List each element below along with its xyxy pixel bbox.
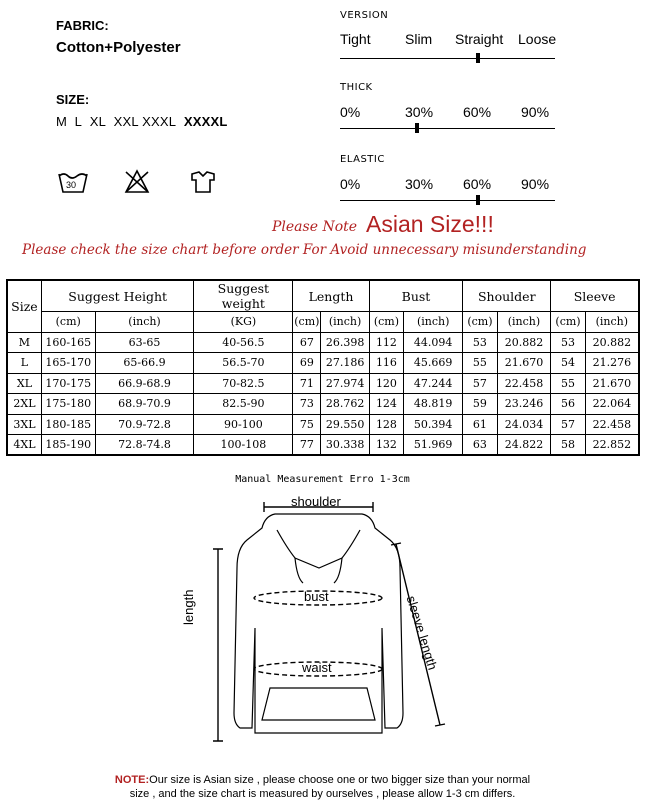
col-length: Length (293, 280, 369, 312)
table-cell: 40-56.5 (194, 332, 293, 353)
table-cell: 53 (463, 332, 497, 353)
table-cell: 112 (369, 332, 403, 353)
unit-cell: (cm) (463, 312, 497, 333)
iron-icon (192, 172, 214, 192)
table-cell: 77 (293, 435, 321, 456)
size-cell: 2XL (7, 394, 41, 415)
table-row (7, 353, 639, 374)
unit-cell: (cm) (41, 312, 95, 333)
table-cell: 30.338 (321, 435, 369, 456)
size-list (56, 114, 227, 129)
table-cell: 48.819 (404, 394, 463, 415)
table-cell: 128 (369, 414, 403, 435)
note-label: NOTE: (114, 774, 150, 786)
table-cell: 67 (293, 332, 321, 353)
length-measure (213, 549, 223, 741)
size-xxxxl: XXXXL (183, 114, 228, 129)
elastic-scale-line (340, 200, 555, 201)
table-cell: 70.9-72.8 (95, 414, 194, 435)
col-sleeve: Sleeve (551, 280, 639, 312)
table-cell: 51.969 (404, 435, 463, 456)
size-m: M (56, 114, 68, 129)
table-cell: 58 (551, 435, 585, 456)
table-cell: 75 (293, 414, 321, 435)
unit-cell: (inch) (497, 312, 551, 333)
footer-note (0, 773, 645, 801)
table-row (7, 414, 639, 435)
table-cell: 20.882 (585, 332, 639, 353)
table-cell: 124 (369, 394, 403, 415)
thick-marker (415, 123, 419, 133)
elastic-option-0: 0% (340, 176, 361, 192)
table-cell: 65-66.9 (95, 353, 194, 374)
table-cell: 61 (463, 414, 497, 435)
size-chart-table (6, 279, 640, 456)
size-xxxl: XXXL (142, 114, 177, 129)
table-cell: 55 (551, 373, 585, 394)
table-cell: 55 (463, 353, 497, 374)
table-cell: 22.458 (497, 373, 551, 394)
version-option-slim: Slim (405, 31, 433, 47)
table-cell: 22.458 (585, 414, 639, 435)
table-cell: 54 (551, 353, 585, 374)
table-cell: 24.034 (497, 414, 551, 435)
table-cell: 120 (369, 373, 403, 394)
diagram-caption: Manual Measurement Erro 1-3cm (235, 474, 410, 485)
table-cell: 70-82.5 (194, 373, 293, 394)
table-row (7, 332, 639, 353)
sleeve-label: sleeve length (403, 594, 441, 672)
col-size: Size (7, 280, 41, 332)
unit-cell: (KG) (194, 312, 293, 333)
table-cell: 82.5-90 (194, 394, 293, 415)
unit-cell: (cm) (551, 312, 585, 333)
table-cell: 66.9-68.9 (95, 373, 194, 394)
table-cell: 132 (369, 435, 403, 456)
table-cell: 57 (551, 414, 585, 435)
please-note: Please Note (272, 219, 358, 235)
unit-cell: (cm) (293, 312, 321, 333)
table-cell: 180-185 (41, 414, 95, 435)
table-cell: 47.244 (404, 373, 463, 394)
table-cell: 90-100 (194, 414, 293, 435)
thick-scale-line (340, 128, 555, 129)
table-row (7, 435, 639, 456)
elastic-option-60: 60% (463, 176, 492, 192)
note-text-2: size , and the size chart is measured by ourselves , please allow 1-3 cm differs. (129, 788, 516, 800)
table-cell: 22.852 (585, 435, 639, 456)
table-cell: 63 (463, 435, 497, 456)
table-cell: 50.394 (404, 414, 463, 435)
table-cell: 56 (551, 394, 585, 415)
table-cell: 71 (293, 373, 321, 394)
size-l: L (74, 114, 83, 129)
col-height: Suggest Height (41, 280, 194, 312)
table-cell: 27.974 (321, 373, 369, 394)
thick-option-30: 30% (405, 104, 434, 120)
table-cell: 53 (551, 332, 585, 353)
version-option-tight: Tight (340, 31, 371, 47)
table-cell: 170-175 (41, 373, 95, 394)
unit-cell: (inch) (95, 312, 194, 333)
bust-label: bust (304, 589, 329, 604)
table-header-units (7, 312, 639, 333)
table-cell: 73 (293, 394, 321, 415)
table-cell: 44.094 (404, 332, 463, 353)
table-cell: 63-65 (95, 332, 194, 353)
thick-option-90: 90% (521, 104, 550, 120)
elastic-title: ELASTIC (340, 154, 385, 165)
table-cell: 175-180 (41, 394, 95, 415)
table-cell: 22.064 (585, 394, 639, 415)
version-title: VERSION (340, 10, 389, 21)
table-body (7, 332, 639, 455)
table-row (7, 373, 639, 394)
shoulder-label: shoulder (291, 494, 341, 509)
length-label: length (181, 589, 196, 625)
table-cell: 160-165 (41, 332, 95, 353)
svg-text:30: 30 (66, 180, 77, 190)
table-cell: 69 (293, 353, 321, 374)
size-xl: XL (89, 114, 107, 129)
col-weight: Suggest weight (194, 280, 293, 312)
table-cell: 185-190 (41, 435, 95, 456)
table-cell: 21.670 (585, 373, 639, 394)
table-cell: 29.550 (321, 414, 369, 435)
fabric-label: FABRIC: (56, 18, 109, 33)
table-cell: 21.276 (585, 353, 639, 374)
table-cell: 27.186 (321, 353, 369, 374)
asian-size-heading: Asian Size!!! (366, 211, 494, 237)
size-cell: M (7, 332, 41, 353)
thick-option-60: 60% (463, 104, 492, 120)
size-cell: 3XL (7, 414, 41, 435)
table-cell: 23.246 (497, 394, 551, 415)
size-label: SIZE: (56, 92, 90, 107)
table-cell: 28.762 (321, 394, 369, 415)
notice-line: Please check the size chart before order For Avoid unnecessary misunderstanding (22, 242, 587, 258)
table-row (7, 394, 639, 415)
col-bust: Bust (369, 280, 462, 312)
unit-cell: (inch) (404, 312, 463, 333)
table-cell: 116 (369, 353, 403, 374)
unit-cell: (inch) (321, 312, 369, 333)
no-bleach-icon (126, 171, 148, 192)
table-cell: 24.822 (497, 435, 551, 456)
table-cell: 72.8-74.8 (95, 435, 194, 456)
size-cell: 4XL (7, 435, 41, 456)
size-cell: XL (7, 373, 41, 394)
table-cell: 59 (463, 394, 497, 415)
thick-option-0: 0% (340, 104, 361, 120)
elastic-option-30: 30% (405, 176, 434, 192)
version-option-straight: Straight (455, 31, 504, 47)
note-text-1: Our size is Asian size , please choose one or two bigger size than your normal (149, 774, 531, 786)
version-option-loose: Loose (518, 31, 557, 47)
table-cell: 20.882 (497, 332, 551, 353)
waist-label: waist (302, 660, 332, 675)
version-marker (476, 53, 480, 63)
table-cell: 45.669 (404, 353, 463, 374)
thick-title: THICK (340, 82, 373, 93)
table-header-groups (7, 280, 639, 312)
hoodie-outline (234, 514, 403, 733)
wash-30-icon (59, 174, 87, 192)
elastic-option-90: 90% (521, 176, 550, 192)
fabric-value: Cotton+Polyester (56, 39, 181, 56)
table-cell: 21.670 (497, 353, 551, 374)
care-icons (56, 166, 236, 198)
unit-cell: (cm) (369, 312, 403, 333)
col-shoulder: Shoulder (463, 280, 551, 312)
size-xxl: XXL (113, 114, 139, 129)
table-cell: 100-108 (194, 435, 293, 456)
size-cell: L (7, 353, 41, 374)
table-cell: 165-170 (41, 353, 95, 374)
table-cell: 26.398 (321, 332, 369, 353)
elastic-marker (476, 195, 480, 205)
table-cell: 57 (463, 373, 497, 394)
version-scale-line (340, 58, 555, 59)
table-cell: 68.9-70.9 (95, 394, 194, 415)
unit-cell: (inch) (585, 312, 639, 333)
table-cell: 56.5-70 (194, 353, 293, 374)
